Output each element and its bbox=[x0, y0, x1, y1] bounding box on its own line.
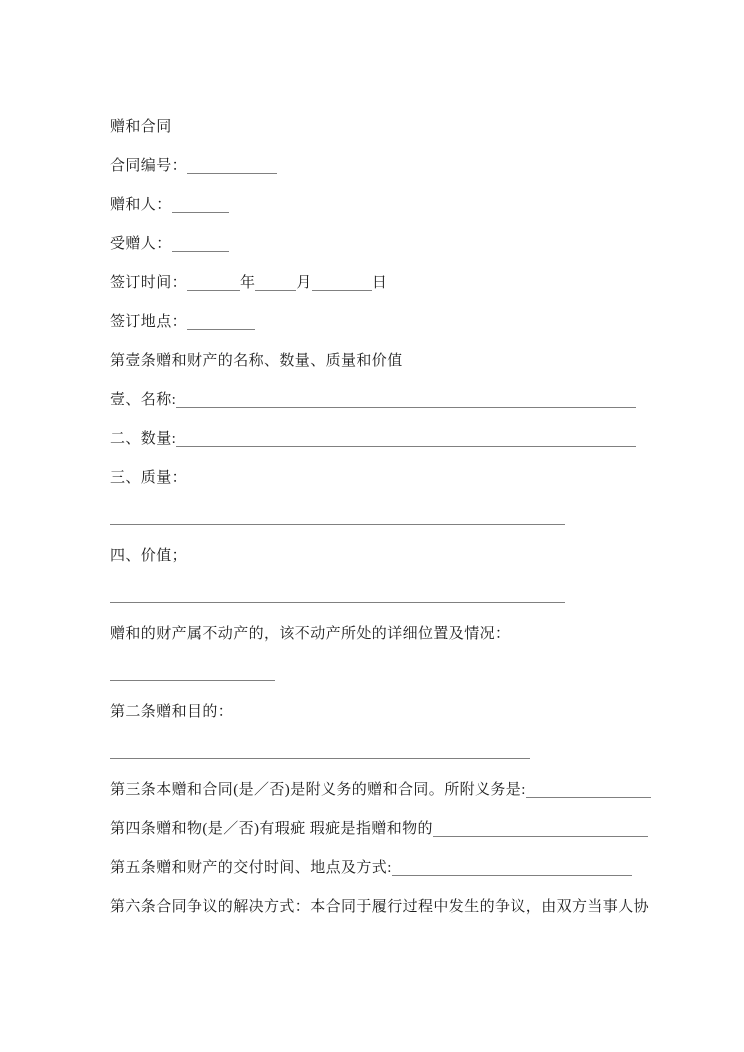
fill-in-blank bbox=[110, 680, 275, 681]
article-2-purpose bbox=[110, 693, 670, 732]
real-estate-blank-line bbox=[110, 654, 670, 693]
purpose-blank-line bbox=[110, 732, 670, 771]
fill-in-blank bbox=[110, 602, 565, 603]
signing-place-line bbox=[110, 303, 670, 342]
article-5-delivery bbox=[110, 849, 670, 888]
signing-date-line-text: 年 bbox=[240, 275, 256, 291]
item-name-line-text: 壹、名称: bbox=[110, 392, 177, 408]
fill-in-blank bbox=[187, 290, 240, 291]
document-body bbox=[110, 108, 670, 927]
fill-in-blank bbox=[433, 836, 648, 837]
fill-in-blank bbox=[526, 797, 651, 798]
donee-line-text: 受赠人： bbox=[110, 236, 172, 252]
real-estate-clause bbox=[110, 615, 670, 654]
article-4-defects bbox=[110, 810, 670, 849]
doc-title-text: 赠和合同 bbox=[110, 119, 172, 135]
signing-date-line-text: 签订时间： bbox=[110, 275, 188, 291]
item-value-label-text: 四、价值； bbox=[110, 548, 188, 564]
donee-line bbox=[110, 225, 670, 264]
signing-place-line-text: 签订地点： bbox=[110, 314, 188, 330]
article-1-heading-text: 第壹条赠和财产的名称、数量、质量和价值 bbox=[110, 353, 403, 369]
quality-blank-line bbox=[110, 498, 670, 537]
item-quantity-line bbox=[110, 420, 670, 459]
article-6-disputes bbox=[110, 888, 670, 927]
donor-line bbox=[110, 186, 670, 225]
fill-in-blank bbox=[110, 758, 530, 759]
item-quality-label bbox=[110, 459, 670, 498]
fill-in-blank bbox=[172, 251, 229, 252]
fill-in-blank bbox=[187, 173, 277, 174]
fill-in-blank bbox=[187, 329, 255, 330]
fill-in-blank bbox=[312, 290, 372, 291]
signing-date-line-text: 月 bbox=[296, 275, 312, 291]
item-value-label bbox=[110, 537, 670, 576]
signing-date-line-text: 日 bbox=[371, 275, 388, 291]
fill-in-blank bbox=[110, 524, 565, 525]
fill-in-blank bbox=[172, 212, 229, 213]
fill-in-blank bbox=[392, 875, 632, 876]
article-3-obligations bbox=[110, 771, 670, 810]
article-3-obligations-text: 第三条本赠和合同(是／否)是附义务的赠和合同。所附义务是: bbox=[110, 782, 526, 798]
doc-title bbox=[110, 108, 670, 147]
item-quantity-line-text: 二、数量: bbox=[110, 431, 177, 447]
contract-number-line-text: 合同编号： bbox=[110, 158, 188, 174]
article-5-delivery-text: 第五条赠和财产的交付时间、地点及方式: bbox=[110, 860, 392, 876]
fill-in-blank bbox=[176, 446, 636, 447]
signing-date-line bbox=[110, 264, 670, 303]
fill-in-blank bbox=[176, 407, 636, 408]
article-1-heading bbox=[110, 342, 670, 381]
donor-line-text: 赠和人： bbox=[110, 197, 172, 213]
article-6-disputes-text: 第六条合同争议的解决方式：本合同于履行过程中发生的争议，由双方当事人协 bbox=[110, 899, 650, 915]
value-blank-line bbox=[110, 576, 670, 615]
article-4-defects-text: 第四条赠和物(是／否)有瑕疵 瑕疵是指赠和物的 bbox=[110, 821, 433, 837]
fill-in-blank bbox=[255, 290, 296, 291]
item-name-line bbox=[110, 381, 670, 420]
item-quality-label-text: 三、质量： bbox=[110, 470, 188, 486]
real-estate-clause-text: 赠和的财产属不动产的，该不动产所处的详细位置及情况： bbox=[110, 626, 511, 642]
contract-number-line bbox=[110, 147, 670, 186]
article-2-purpose-text: 第二条赠和目的： bbox=[110, 704, 234, 720]
